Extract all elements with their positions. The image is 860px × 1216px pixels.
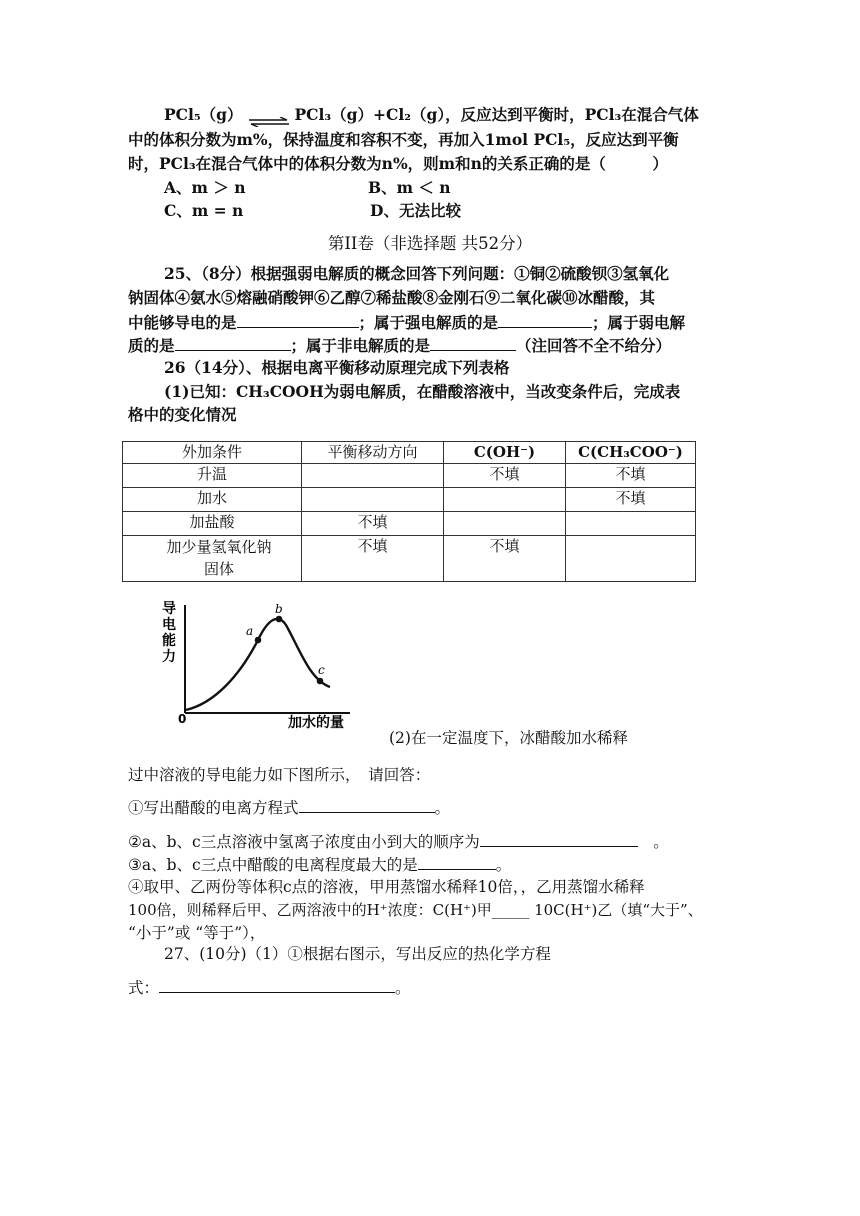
q26-sub4-line2: 100倍，则稀释后甲、乙两溶液中的H⁺浓度：C(H⁺)甲_____ 10C(H⁺)乙（填“大于”、 xyxy=(128,901,703,919)
option-c: C、m = n xyxy=(164,201,244,220)
q26-p2-line1: (2)在一定温度下，冰醋酸加水稀释 xyxy=(389,729,628,747)
y-axis-label-char: 力 xyxy=(162,649,176,665)
point-label-a: a xyxy=(246,624,254,638)
table-row xyxy=(123,512,696,536)
header-cell: C(OH⁻) xyxy=(444,442,566,464)
equation-left: PCl₅（g） xyxy=(164,105,243,124)
point-label-b: b xyxy=(275,602,283,616)
table-row xyxy=(123,488,696,512)
q25-line4: 质的是 ；属于非电解质的是 （注回答不全不给分） xyxy=(128,336,672,355)
option-d: D、无法比较 xyxy=(370,201,461,220)
table-cell[interactable] xyxy=(566,512,696,536)
q26-p1-line2: 格中的变化情况 xyxy=(128,405,237,424)
table-cell: 不填 xyxy=(444,536,566,582)
q26-sub4-line1: ④取甲、乙两份等体积c点的溶液，甲用蒸馏水稀释10倍，，乙用蒸馏水稀释 xyxy=(128,878,645,896)
option-b: B、m ＜ n xyxy=(368,178,451,197)
table-header-row xyxy=(123,442,696,464)
table-row xyxy=(123,536,696,582)
answer-blank-max-ionization[interactable] xyxy=(418,853,496,870)
q26-title: 26（14分）、根据电离平衡移动原理完成下列表格 xyxy=(164,358,510,377)
answer-blank-ionization-equation[interactable] xyxy=(299,796,435,813)
table-cell: 不填 xyxy=(566,488,696,512)
table-cell: 加水 xyxy=(123,488,302,512)
table-cell[interactable] xyxy=(444,512,566,536)
answer-blank-nonelectrolyte[interactable] xyxy=(430,334,516,351)
table-cell: 加少量氢氧化钠固体 xyxy=(123,536,302,582)
q27-line2: 式： 。 xyxy=(128,976,411,999)
q26-sub3: ③a、b、c三点中醋酸的电离程度最大的是 。 xyxy=(128,853,511,876)
answer-blank-thermochemical-equation[interactable] xyxy=(159,976,395,993)
q25-line1: 25、（8分）根据强弱电解质的概念回答下列问题：①铜②硫酸钡③氢氧化 xyxy=(164,264,670,283)
section-title: 第II卷（非选择题 共52分） xyxy=(327,234,533,253)
conductivity-curve xyxy=(186,619,330,710)
answer-blank-h-order[interactable] xyxy=(480,830,638,847)
q24-line2: 中的体积分数为m%，保持温度和容积不变，再加入1mol PCl₅，反应达到平衡 xyxy=(128,130,679,149)
point-label-c: c xyxy=(318,663,325,677)
y-axis-label xyxy=(162,600,176,665)
table-cell: 不填 xyxy=(302,536,444,582)
answer-blank-strong[interactable] xyxy=(498,311,592,328)
equilibrium-arrow-icon xyxy=(249,111,289,121)
q24-equation xyxy=(164,104,699,126)
y-axis-label-char: 电 xyxy=(162,617,176,633)
table-cell[interactable] xyxy=(302,464,444,488)
table-cell[interactable] xyxy=(302,488,444,512)
q26-sub2: ②a、b、c三点溶液中氢离子浓度由小到大的顺序为 。 xyxy=(128,830,669,853)
header-cell: 外加条件 xyxy=(123,442,302,464)
q26-p1-line1: (1)已知：CH₃COOH为弱电解质，在醋酸溶液中，当改变条件后，完成表 xyxy=(164,382,681,401)
table-cell: 不填 xyxy=(566,464,696,488)
q25-line3: 中能够导电的是 ；属于强电解质的是 ；属于弱电解 xyxy=(128,313,686,332)
header-cell: 平衡移动方向 xyxy=(302,442,444,464)
answer-blank-weak[interactable] xyxy=(175,334,291,351)
y-axis-label-char: 能 xyxy=(162,633,176,649)
condition-table xyxy=(122,441,696,582)
origin-label: 0 xyxy=(178,712,187,726)
q24-line3: 时，PCl₃在混合气体中的体积分数为n%，则m和n的关系正确的是（ ） xyxy=(128,154,668,173)
x-axis-label: 加水的量 xyxy=(288,715,344,731)
point-b-marker xyxy=(276,616,283,623)
table-cell: 不填 xyxy=(444,464,566,488)
equation-right: PCl₃（g）+Cl₂（g），反应达到平衡时，PCl₃在混合气体 xyxy=(294,105,699,124)
q26-p2-line2: 过中溶液的导电能力如下图所示， 请回答： xyxy=(128,766,431,784)
point-a-marker xyxy=(255,637,262,644)
q27-line1: 27、(10分)（1）①根据右图示，写出反应的热化学方程 xyxy=(164,945,551,963)
answer-blank-conductive[interactable] xyxy=(237,311,359,328)
q26-sub4-line3: “小于”或 “等于”）， xyxy=(128,924,266,942)
table-cell: 加盐酸 xyxy=(123,512,302,536)
option-a: A、m ＞ n xyxy=(164,178,246,197)
q25-line2: 钠固体④氨水⑤熔融硝酸钾⑥乙醇⑦稀盐酸⑧金刚石⑨二氧化碳⑩冰醋酸，其 xyxy=(128,288,656,307)
table-cell[interactable] xyxy=(566,536,696,582)
table-row xyxy=(123,464,696,488)
table-cell: 升温 xyxy=(123,464,302,488)
table-cell: 不填 xyxy=(302,512,444,536)
point-c-marker xyxy=(317,678,324,685)
y-axis-label-char: 导 xyxy=(162,601,176,617)
table-cell[interactable] xyxy=(444,488,566,512)
q26-sub1: ①写出醋酸的电离方程式 。 xyxy=(128,796,450,819)
header-cell: C(CH₃COO⁻) xyxy=(566,442,696,464)
conductivity-graph xyxy=(160,595,360,740)
